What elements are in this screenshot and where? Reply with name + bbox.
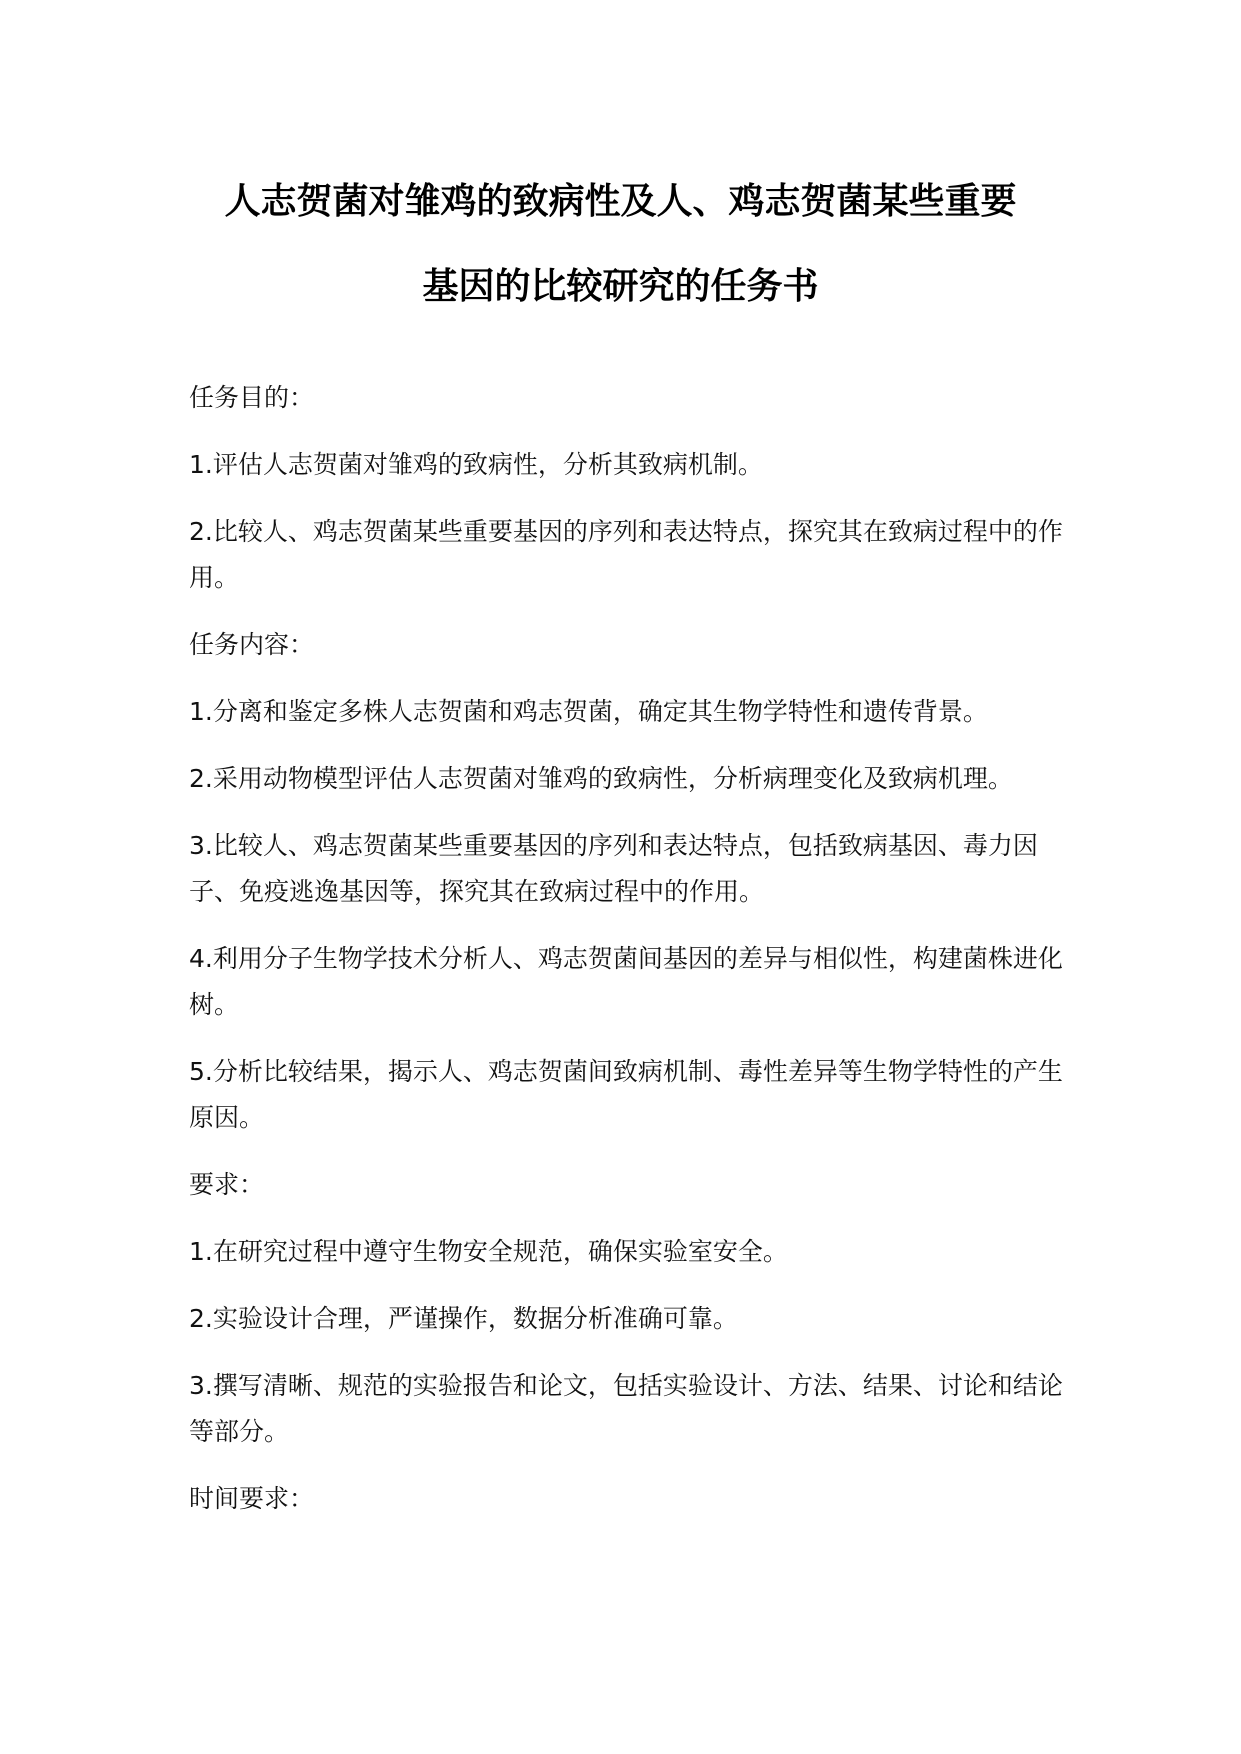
requirement-item-1: 1.在研究过程中遵守生物安全规范，确保实验室安全。 xyxy=(189,1237,788,1266)
content-item-5: 5.分析比较结果，揭示人、鸡志贺菌间致病机制、毒性差异等生物学特性的产生原因。 xyxy=(189,1057,1063,1132)
section-heading-requirements: 要求： xyxy=(189,1170,265,1199)
purpose-item-1: 1.评估人志贺菌对雏鸡的致病性，分析其致病机制。 xyxy=(189,450,763,479)
document-title-line-2: 基因的比较研究的任务书 xyxy=(422,266,819,307)
content-item-3: 3.比较人、鸡志贺菌某些重要基因的序列和表达特点，包括致病基因、毒力因子、免疫逃逸基因等，探究其在致病过程中的作用。 xyxy=(189,831,1038,906)
section-heading-time: 时间要求： xyxy=(189,1484,315,1513)
content-item-2: 2.采用动物模型评估人志贺菌对雏鸡的致病性，分析病理变化及致病机理。 xyxy=(189,764,1013,793)
purpose-item-2: 2.比较人、鸡志贺菌某些重要基因的序列和表达特点，探究其在致病过程中的作用。 xyxy=(189,517,1063,592)
section-heading-content: 任务内容： xyxy=(189,630,315,659)
requirement-item-2: 2.实验设计合理，严谨操作，数据分析准确可靠。 xyxy=(189,1304,738,1333)
content-item-4: 4.利用分子生物学技术分析人、鸡志贺菌间基因的差异与相似性，构建菌株进化树。 xyxy=(189,944,1063,1019)
requirement-item-3: 3.撰写清晰、规范的实验报告和论文，包括实验设计、方法、结果、讨论和结论等部分。 xyxy=(189,1371,1063,1446)
section-heading-purpose: 任务目的： xyxy=(189,383,315,412)
content-item-1: 1.分离和鉴定多株人志贺菌和鸡志贺菌，确定其生物学特性和遗传背景。 xyxy=(189,697,988,726)
document-title-line-1: 人志贺菌对雏鸡的致病性及人、鸡志贺菌某些重要 xyxy=(224,181,1017,222)
